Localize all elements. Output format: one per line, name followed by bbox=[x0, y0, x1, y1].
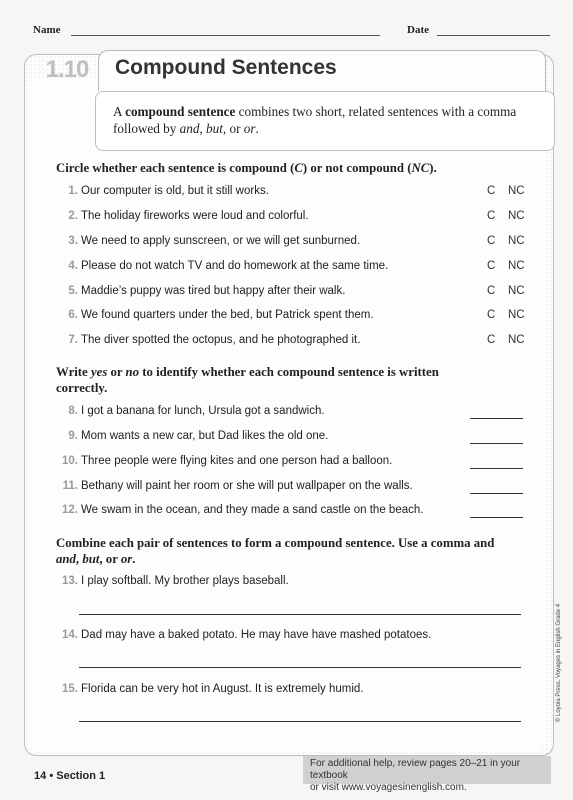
answer-blank[interactable] bbox=[470, 418, 523, 419]
answer-blank[interactable] bbox=[470, 443, 523, 444]
list-item: 1. Our computer is old, but it still works. C NC bbox=[68, 185, 525, 197]
name-label: Name bbox=[33, 24, 61, 36]
choice-compound[interactable]: C bbox=[487, 210, 496, 222]
section3-instruction: Combine each pair of sentences to form a compound sentence. Use a comma and and, but, or or. bbox=[56, 536, 495, 566]
choice-compound[interactable]: C bbox=[487, 334, 496, 346]
page-number: 14 bbox=[34, 770, 47, 782]
section2-instruction: Write yes or no to identify whether each compound sentence is written correctly. bbox=[56, 365, 439, 395]
definition-text: A compound sentence combines two short, related sentences with a comma followed by and, but, or or. bbox=[113, 104, 517, 136]
choice-compound[interactable]: C bbox=[487, 285, 496, 297]
lesson-title: Compound Sentences bbox=[115, 56, 337, 79]
answer-blank[interactable] bbox=[470, 493, 523, 494]
date-label: Date bbox=[407, 24, 429, 36]
help-note: For additional help, review pages 20–21 in your textbook or visit www.voyagesinenglish.com. bbox=[303, 756, 551, 784]
choice-not-compound[interactable]: NC bbox=[508, 285, 525, 297]
list-item: 13. I play softball. My brother plays baseball. bbox=[62, 575, 289, 587]
section1-instruction: Circle whether each sentence is compound (C) or not compound (NC). bbox=[56, 161, 437, 175]
choice-compound[interactable]: C bbox=[487, 185, 496, 197]
answer-line[interactable] bbox=[79, 667, 521, 668]
date-field[interactable] bbox=[437, 35, 550, 36]
section-label: Section 1 bbox=[56, 770, 106, 782]
list-item: 5. Maddie’s puppy was tired but happy after their walk. C NC bbox=[68, 285, 525, 297]
choice-compound[interactable]: C bbox=[487, 309, 496, 321]
choice-compound[interactable]: C bbox=[487, 235, 496, 247]
page-footer: 14 • Section 1 bbox=[34, 770, 106, 782]
answer-blank[interactable] bbox=[470, 468, 523, 469]
list-item: 12. We swam in the ocean, and they made a sand castle on the beach. bbox=[56, 502, 526, 518]
list-item: 8. I got a banana for lunch, Ursula got a sandwich. bbox=[56, 403, 526, 419]
choice-compound[interactable]: C bbox=[487, 260, 496, 272]
choice-not-compound[interactable]: NC bbox=[508, 260, 525, 272]
copyright-side: © Loyola Press. Voyages in English Grade 4 bbox=[556, 603, 562, 723]
list-item: 7. The diver spotted the octopus, and he photographed it. C NC bbox=[68, 334, 525, 346]
list-item: 2. The holiday fireworks were loud and colorful. C NC bbox=[68, 210, 525, 222]
list-item: 4. Please do not watch TV and do homework at the same time. C NC bbox=[68, 260, 525, 272]
name-field[interactable] bbox=[71, 35, 380, 36]
list-item: 3. We need to apply sunscreen, or we will get sunburned. C NC bbox=[68, 235, 525, 247]
choice-not-compound[interactable]: NC bbox=[508, 210, 525, 222]
choice-not-compound[interactable]: NC bbox=[508, 309, 525, 321]
answer-line[interactable] bbox=[79, 614, 521, 615]
choice-not-compound[interactable]: NC bbox=[508, 185, 525, 197]
choice-not-compound[interactable]: NC bbox=[508, 334, 525, 346]
list-item: 15. Florida can be very hot in August. It is extremely humid. bbox=[62, 683, 364, 695]
list-item: 9. Mom wants a new car, but Dad likes the old one. bbox=[56, 428, 526, 444]
definition-term: compound sentence bbox=[125, 104, 236, 119]
answer-line[interactable] bbox=[79, 721, 521, 722]
choice-not-compound[interactable]: NC bbox=[508, 235, 525, 247]
answer-blank[interactable] bbox=[470, 517, 523, 518]
list-item: 14. Dad may have a baked potato. He may have have mashed potatoes. bbox=[62, 629, 432, 641]
list-item: 11. Bethany will paint her room or she will put wallpaper on the walls. bbox=[56, 478, 526, 494]
list-item: 10. Three people were flying kites and one person had a balloon. bbox=[56, 453, 526, 469]
lesson-number: 1.10 bbox=[45, 56, 89, 83]
list-item: 6. We found quarters under the bed, but Patrick spent them. C NC bbox=[68, 309, 525, 321]
